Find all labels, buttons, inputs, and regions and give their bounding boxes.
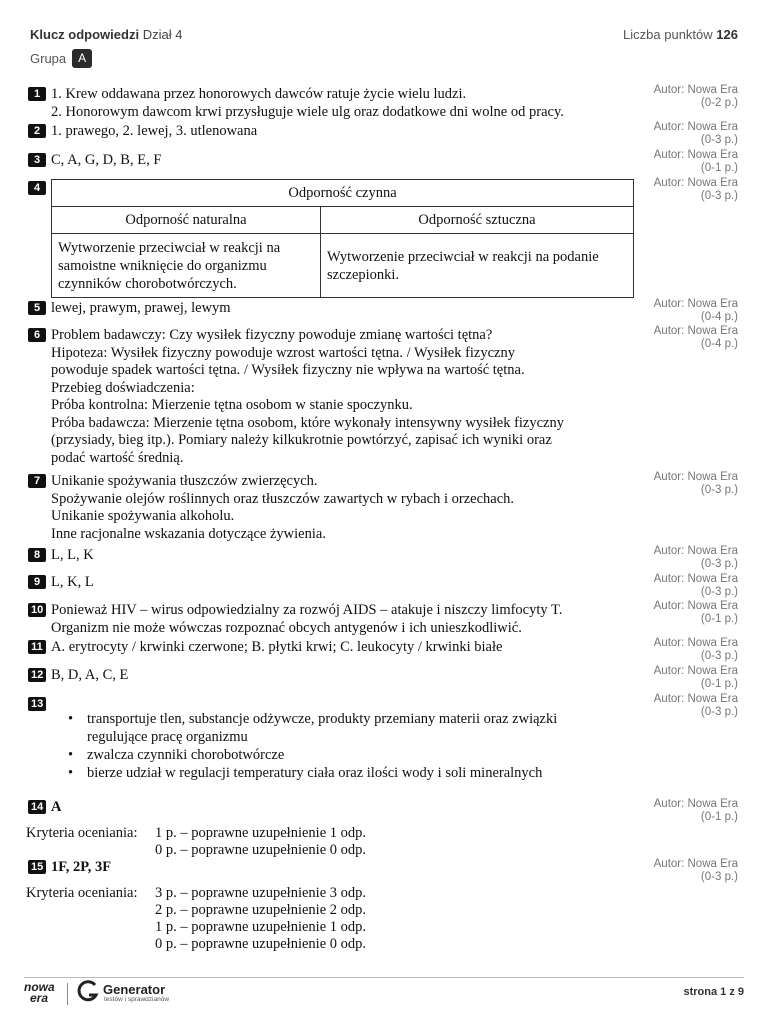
question-1-meta bbox=[654, 84, 738, 110]
author-label: Autor: Nowa Era bbox=[653, 545, 738, 557]
question-6 bbox=[28, 327, 564, 467]
answer-line: Inne racjonalne wskazania dotyczące żywienia. bbox=[51, 525, 326, 542]
points-range: (0-3 p.) bbox=[700, 706, 738, 718]
criteria-line: 2 p. – poprawne uzupełnienie 2 odp. bbox=[155, 902, 367, 918]
question-14-meta bbox=[654, 798, 738, 824]
answer-line: C, A, G, D, B, E, F bbox=[51, 152, 162, 168]
answer-line: 1. Krew oddawana przez honorowych dawców ratuje życie wielu ludzi. bbox=[51, 86, 467, 102]
points-range: (0-1 p.) bbox=[700, 162, 738, 174]
question-number: 15 bbox=[28, 860, 46, 874]
author-label: Autor: Nowa Era bbox=[653, 573, 738, 585]
points-range: (0-4 p.) bbox=[700, 311, 738, 323]
answer-line: Spożywanie olejów roślinnych oraz tłuszczów zawartych w rybach i orzechach. bbox=[51, 490, 515, 507]
question-1 bbox=[28, 86, 564, 121]
author-label: Autor: Nowa Era bbox=[653, 177, 738, 189]
question-number: 9 bbox=[28, 575, 46, 589]
answer-line: 2. Honorowym dawcom krwi przysługuje wiele ulg oraz dodatkowe dni wolne od pracy. bbox=[51, 103, 564, 120]
author-label: Autor: Nowa Era bbox=[653, 798, 738, 810]
list-item: • bierze udział w regulacji temperatury ciała oraz ilości wody i soli mineralnych bbox=[68, 764, 557, 782]
answer-line: Próba badawcza: Mierzenie tętna osobom, które wykonały intensywny wysiłek fizyczny bbox=[51, 414, 564, 431]
generator-g-icon bbox=[77, 980, 99, 1004]
author-label: Autor: Nowa Era bbox=[653, 858, 738, 870]
question-5 bbox=[28, 300, 231, 318]
points-label: Liczba punktów bbox=[623, 27, 713, 42]
answer-line: powoduje spadek wartości tętna. / Wysiłek fizyczny nie wpływa na wartość tętna. bbox=[51, 362, 525, 378]
question-12-meta bbox=[654, 665, 738, 691]
criteria-line: 1 p. – poprawne uzupełnienie 1 odp. bbox=[155, 919, 367, 935]
question-15 bbox=[28, 859, 111, 877]
points-range: (0-4 p.) bbox=[700, 338, 738, 350]
question-3 bbox=[28, 152, 161, 170]
answer-line: Unikanie spożywania tłuszczów zwierzęcych. bbox=[51, 473, 318, 489]
logo-separator bbox=[67, 983, 68, 1005]
author-label: Autor: Nowa Era bbox=[653, 325, 738, 337]
group-indicator bbox=[30, 49, 92, 68]
question-number: 2 bbox=[28, 124, 46, 138]
answer-line: Hipoteza: Wysiłek fizyczny powoduje wzrost wartości tętna. / Wysiłek fizyczny bbox=[51, 344, 515, 361]
question-2 bbox=[28, 123, 257, 141]
question-12 bbox=[28, 667, 128, 685]
question-number: 12 bbox=[28, 668, 46, 682]
answer-line: lewej, prawym, prawej, lewym bbox=[51, 300, 231, 316]
criteria-line: 0 p. – poprawne uzupełnienie 0 odp. bbox=[155, 936, 367, 952]
criteria-14 bbox=[26, 825, 366, 859]
points-range: (0-3 p.) bbox=[700, 484, 738, 496]
criteria-line: 1 p. – poprawne uzupełnienie 1 odp. bbox=[155, 825, 367, 841]
question-13-meta bbox=[654, 693, 738, 719]
question-14 bbox=[28, 799, 61, 817]
list-item: • zwalcza czynniki chorobotwórcze bbox=[68, 746, 557, 764]
group-badge: A bbox=[72, 49, 92, 68]
question-9 bbox=[28, 574, 94, 592]
criteria-line: 3 p. – poprawne uzupełnienie 3 odp. bbox=[155, 885, 367, 901]
points-range: (0-3 p.) bbox=[700, 650, 738, 662]
author-label: Autor: Nowa Era bbox=[653, 471, 738, 483]
table-cell-artificial: Wytworzenie przeciwciał w reakcji na podanie szczepionki. bbox=[321, 234, 634, 298]
question-7-meta bbox=[654, 471, 738, 497]
author-label: Autor: Nowa Era bbox=[653, 121, 738, 133]
question-15-meta bbox=[654, 858, 738, 884]
answer-line: A bbox=[51, 799, 62, 815]
answer-line: L, K, L bbox=[51, 574, 94, 590]
points-range: (0-1 p.) bbox=[700, 678, 738, 690]
points-range: (0-1 p.) bbox=[700, 613, 738, 625]
points-range: (0-1 p.) bbox=[700, 811, 738, 823]
points-range: (0-3 p.) bbox=[700, 134, 738, 146]
answer-line: Unikanie spożywania alkoholu. bbox=[51, 508, 235, 524]
question-number: 1 bbox=[28, 87, 46, 101]
question-6-meta bbox=[654, 325, 738, 351]
question-10 bbox=[28, 602, 562, 637]
question-number: 5 bbox=[28, 301, 46, 315]
document-title bbox=[30, 27, 182, 42]
criteria-15 bbox=[26, 885, 366, 953]
question-number: 4 bbox=[28, 181, 46, 195]
table-title: Odporność czynna bbox=[52, 180, 634, 207]
question-number: 11 bbox=[28, 640, 46, 654]
title-section: Dział 4 bbox=[142, 27, 183, 42]
question-number: 7 bbox=[28, 474, 46, 488]
question-4-meta bbox=[654, 177, 738, 203]
title-bold: Klucz odpowiedzi bbox=[30, 27, 140, 42]
question-11 bbox=[28, 639, 502, 657]
question-number: 6 bbox=[28, 328, 46, 342]
question-10-meta bbox=[654, 600, 738, 626]
question-7 bbox=[28, 473, 514, 543]
question-number: 8 bbox=[28, 548, 46, 562]
points-range: (0-3 p.) bbox=[700, 586, 738, 598]
answer-line: L, L, K bbox=[51, 547, 94, 563]
blood-functions-list bbox=[68, 710, 557, 782]
table-header-artificial: Odporność sztuczna bbox=[321, 207, 634, 234]
author-label: Autor: Nowa Era bbox=[653, 637, 738, 649]
group-label: Grupa bbox=[30, 51, 67, 66]
generator-logo-text: Generator bbox=[103, 982, 166, 997]
answer-line: 1F, 2P, 3F bbox=[51, 859, 112, 875]
points-range: (0-2 p.) bbox=[700, 97, 738, 109]
immunity-table bbox=[51, 179, 634, 298]
question-8-meta bbox=[654, 545, 738, 571]
answer-line: A. erytrocyty / krwinki czerwone; B. płytki krwi; C. leukocyty / krwinki białe bbox=[51, 639, 503, 655]
question-number: 13 bbox=[28, 697, 46, 711]
author-label: Autor: Nowa Era bbox=[653, 600, 738, 612]
footer-divider bbox=[24, 977, 744, 978]
question-9-meta bbox=[654, 573, 738, 599]
question-2-meta bbox=[654, 121, 738, 147]
list-item: • transportuje tlen, substancje odżywcze, produkty przemiany materii oraz związki regulujące pracę organizmu bbox=[68, 710, 557, 746]
question-5-meta bbox=[654, 298, 738, 324]
points-range: (0-3 p.) bbox=[700, 871, 738, 883]
answer-line: (przysiady, bieg itp.). Pomiary należy kilkukrotnie powtórzyć, zapisać ich wyniki oraz bbox=[51, 432, 552, 448]
answer-line: podać wartość średnią. bbox=[51, 449, 184, 466]
points-range: (0-3 p.) bbox=[700, 190, 738, 202]
answer-line: 1. prawego, 2. lewej, 3. utlenowana bbox=[51, 123, 258, 139]
points-value: 126 bbox=[716, 27, 738, 42]
nowa-era-logo: nowa era bbox=[24, 980, 55, 1005]
points-range: (0-3 p.) bbox=[700, 558, 738, 570]
question-11-meta bbox=[654, 637, 738, 663]
table-header-natural: Odporność naturalna bbox=[52, 207, 321, 234]
author-label: Autor: Nowa Era bbox=[653, 84, 738, 96]
generator-logo-subtitle: testów i sprawdzianów bbox=[104, 996, 170, 1003]
page-number: strona 1 z 9 bbox=[683, 986, 744, 998]
criteria-label: Kryteria oceniania: bbox=[26, 885, 138, 901]
author-label: Autor: Nowa Era bbox=[653, 665, 738, 677]
question-number: 14 bbox=[28, 800, 46, 814]
answer-line: B, D, A, C, E bbox=[51, 667, 129, 683]
author-label: Autor: Nowa Era bbox=[653, 298, 738, 310]
question-8 bbox=[28, 547, 94, 565]
table-cell-natural: Wytworzenie przeciwciał w reakcji na samoistne wniknięcie do organizmu czynników chorobotwórczych. bbox=[52, 234, 321, 298]
answer-line: Przebieg doświadczenia: bbox=[51, 379, 195, 396]
answer-line: Organizm nie może wówczas rozpoznać obcych antygenów i ich unieszkodliwić. bbox=[51, 619, 522, 636]
answer-line: Próba kontrolna: Mierzenie tętna osobom w stanie spoczynku. bbox=[51, 397, 413, 413]
answer-line: Problem badawczy: Czy wysiłek fizyczny powoduje zmianę wartości tętna? bbox=[51, 327, 493, 343]
total-points bbox=[623, 27, 738, 42]
criteria-label: Kryteria oceniania: bbox=[26, 825, 138, 841]
author-label: Autor: Nowa Era bbox=[653, 149, 738, 161]
criteria-line: 0 p. – poprawne uzupełnienie 0 odp. bbox=[155, 842, 367, 858]
question-number: 3 bbox=[28, 153, 46, 167]
question-3-meta bbox=[654, 149, 738, 175]
answer-line: Ponieważ HIV – wirus odpowiedzialny za rozwój AIDS – atakuje i niszczy limfocyty T. bbox=[51, 602, 563, 618]
author-label: Autor: Nowa Era bbox=[653, 693, 738, 705]
question-number: 10 bbox=[28, 603, 46, 617]
